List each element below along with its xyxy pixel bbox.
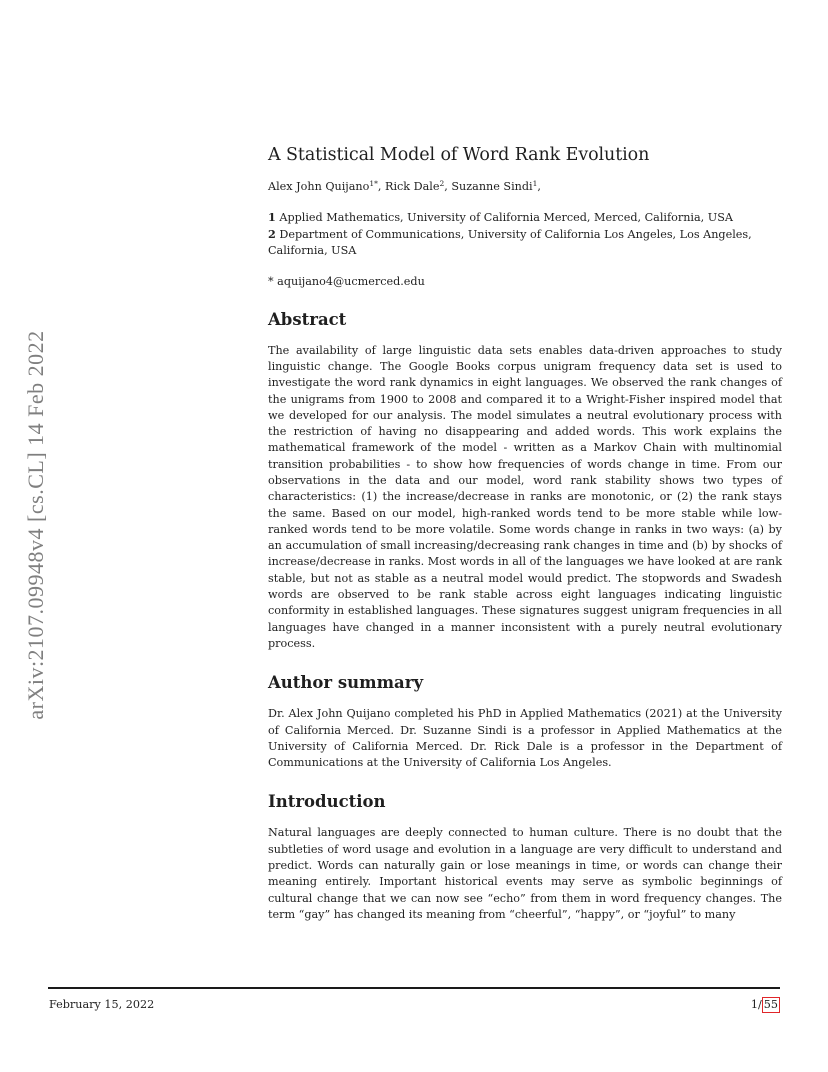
footer-rule: [48, 987, 780, 989]
author-list: [268, 179, 782, 194]
corresponding-mark: *: [268, 274, 274, 288]
abstract-text: The availability of large linguistic data sets enables data-driven approaches to study linguistic change. The Google Books corpus unigram frequency data set is used to investigate the word rank dynamics in eight languages. We observed the rank changes of the unigrams from 1900 to 2008 and compared it to a Wright-Fisher inspired model that we developed for our analysis. The model simulates a neutral evolutionary process with the restriction of having no disappearing and added words. This work explains the mathematical framework of the model - written as a Markov Chain with multinomial transition probabilities - to show how frequencies of words change in time. From our observations in the data and our model, word rank stability shows two types of characteristics: (1) the increase/decrease in ranks are monotonic, or (2) the rank stays the same. Based on our model, high-ranked words tend to be more stable while low-ranked words tend to be more volatile. Some words change in ranks in two ways: (a) by an accumulation of small increasing/decreasing rank changes in time and (b) by shocks of increase/decrease in ranks. Most words in all of the languages we have looked at are rank stable, but not as stable as a neutral model would predict. The stopwords and Swadesh words are observed to be rank stable across eight languages indicating linguistic conformity in established languages. These signatures suggest unigram frequencies in all languages have changed in a manner inconsistent with a purely neutral evolutionary process.: [268, 343, 782, 650]
author-name: Rick Dale: [385, 180, 440, 193]
paper-body: [268, 142, 782, 923]
author-name: Suzanne Sindi: [451, 180, 533, 193]
author-summary-heading: Author summary: [268, 673, 424, 693]
author-affiliation-mark: 2: [439, 179, 445, 188]
affiliation-text: Department of Communications, University of California Los Angeles, Los Angeles, California, USA: [268, 228, 752, 258]
corresponding-author: [268, 274, 782, 290]
arxiv-identifier-stamp: arXiv:2107.09948v4 [cs.CL] 14 Feb 2022: [23, 330, 48, 720]
author-separator: ,: [537, 180, 541, 193]
introduction-heading: Introduction: [268, 792, 386, 812]
author-separator: ,: [377, 180, 386, 193]
abstract-heading: Abstract: [268, 309, 347, 329]
author-separator: ,: [444, 180, 452, 193]
author-summary-text: Dr. Alex John Quijano completed his PhD in Applied Mathematics (2021) at the University of California Merced. Dr. Suzanne Sindi is a professor in Applied Mathematics at the University of California Merced. Dr. Rick Dale is a professor in the Department of Communications at the University of California Los Angeles.: [268, 707, 782, 770]
page-current: 1: [750, 998, 758, 1011]
affiliation-text: Applied Mathematics, University of California Merced, Merced, California, USA: [279, 211, 733, 224]
affiliation-item: [268, 209, 782, 226]
author-affiliation-mark: 1*: [369, 179, 378, 188]
page-total-link[interactable]: 55: [763, 998, 778, 1011]
affiliation-list: [268, 209, 782, 260]
introduction-text: Natural languages are deeply connected to human culture. There is no doubt that the subtleties of word usage and evolution in a language are very difficult to understand and predict. Words can naturally gain or lose meanings in time, or words can change their meaning entirely. Important historical events may serve as symbolic beginnings of cultural change that we can now see “echo” from them in word frequency changes. The term “gay” has changed its meaning from “cheerful”, “happy”, or “joyful” to many: [268, 826, 782, 921]
page-number: [751, 997, 780, 1013]
author-affiliation-mark: 1: [532, 179, 538, 188]
affiliation-item: [268, 226, 782, 259]
page-separator: /: [757, 998, 762, 1011]
affiliation-number: 1: [268, 210, 276, 224]
affiliation-number: 2: [268, 227, 276, 242]
author-name: Alex John Quijano: [268, 180, 370, 193]
footer-date: February 15, 2022: [49, 998, 155, 1011]
paper-title: A Statistical Model of Word Rank Evolution: [268, 145, 650, 165]
corresponding-email[interactable]: aquijano4@ucmerced.edu: [277, 274, 425, 288]
